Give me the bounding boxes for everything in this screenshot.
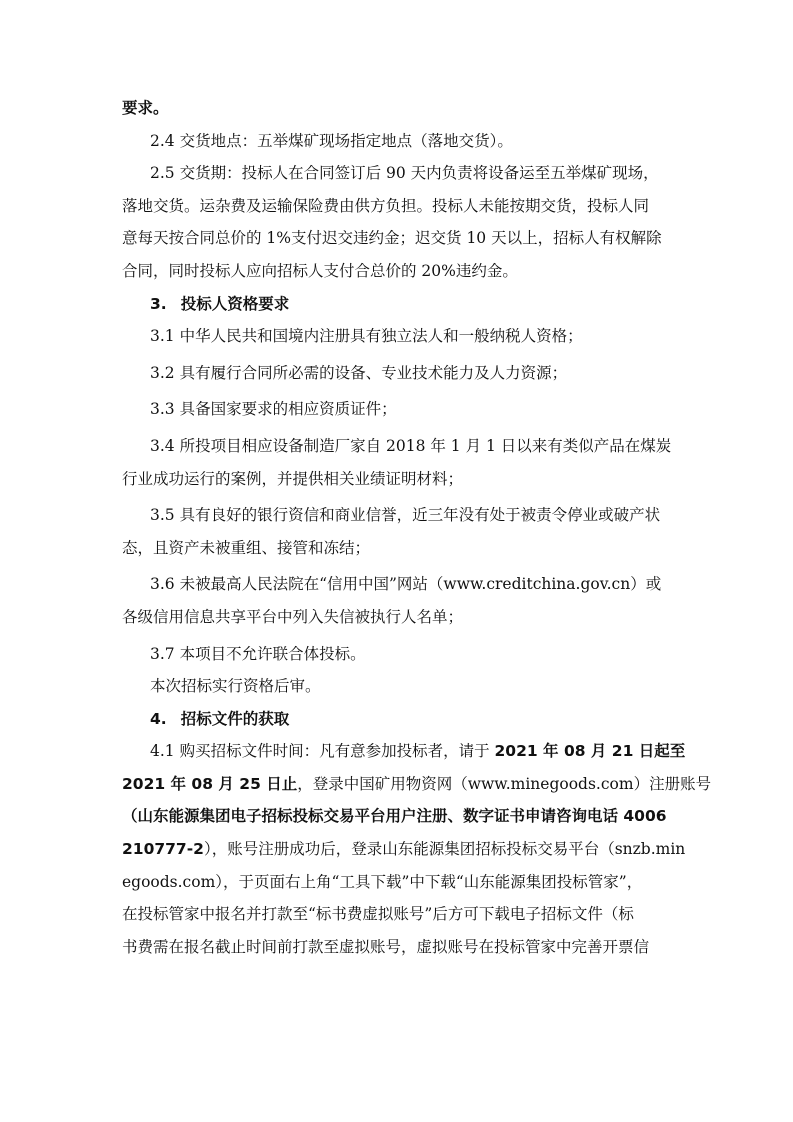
text-line: 3.6 未被最高人民法院在“信用中国”网站（www.creditchina.gov.cn）或 <box>150 575 662 594</box>
text-line: 3.4 所投项目相应设备制造厂家自 2018 年 1 月 1 日以来有类似产品在煤炭 <box>150 436 672 455</box>
bold-text-run: 210777-2 <box>122 840 204 859</box>
text-line: 2.5 交货期：投标人在合同签订后 90 天内负责将设备运至五举煤矿现场， <box>150 164 659 183</box>
section-title: 招标文件的获取 <box>180 709 290 728</box>
text-line: 行业成功运行的案例，并提供相关业绩证明材料； <box>122 469 464 488</box>
text-line: 合同，同时投标人应向招标人支付合总价的 20%违约金。 <box>122 261 518 280</box>
text-line: 3.2 具有履行合同所必需的设备、专业技术能力及人力资源； <box>150 363 568 382</box>
text-line <box>122 735 686 768</box>
text-line: （山东能源集团电子招标投标交易平台用户注册、数字证书申请咨询电话 4006 <box>122 807 667 826</box>
text-line: 各级信用信息共享平台中列入失信被执行人名单； <box>122 607 464 626</box>
section-heading <box>122 288 682 321</box>
section-title: 投标人资格要求 <box>180 294 290 313</box>
text-line: 3.1 中华人民共和国境内注册具有独立法人和一般纳税人资格； <box>150 327 583 346</box>
text-line <box>122 768 712 801</box>
text-run: ），账号注册成功后，登录山东能源集团招标投标交易平台（snzb.min <box>203 840 686 859</box>
text-line: egoods.com），于页面右上角“工具下载”中下载“山东能源集团投标管家”， <box>122 872 643 891</box>
text-line <box>122 833 686 866</box>
text-line: 本次招标实行资格后审。 <box>150 677 321 696</box>
section-number: 4. <box>150 709 167 728</box>
text-line: 落地交货。运杂费及运输保险费由供方负担。投标人未能按期交货，投标人同 <box>122 196 650 215</box>
text-line: 要求。 <box>122 99 169 117</box>
text-line: 在投标管家中报名并打款至“标书费虚拟账号”后方可下载电子招标文件（标 <box>122 905 634 924</box>
document-page <box>122 92 712 963</box>
bold-text-run: 2021 年 08 月 25 日止 <box>122 774 298 793</box>
text-line: 意每天按合同总价的 1%支付迟交违约金；迟交货 10 天以上，招标人有权解除 <box>122 229 662 248</box>
section-heading <box>122 703 682 736</box>
section-number: 3. <box>150 294 167 313</box>
text-line: 3.7 本项目不允许联合体投标。 <box>150 644 366 663</box>
bold-text-run: 2021 年 08 月 21 日起至 <box>494 742 686 761</box>
text-line: 态，且资产未被重组、接管和冻结； <box>122 538 371 557</box>
text-run: ，登录中国矿用物资网（www.minegoods.com）注册账号 <box>297 774 712 793</box>
text-line: 书费需在报名截止时间前打款至虚拟账号，虚拟账号在投标管家中完善开票信 <box>122 937 650 956</box>
text-line: 2.4 交货地点：五举煤矿现场指定地点（落地交货）。 <box>150 131 513 150</box>
text-run: 4.1 购买招标文件时间：凡有意参加投标者，请于 <box>150 742 495 761</box>
text-line: 3.5 具有良好的银行资信和商业信誉，近三年没有处于被责令停业或破产状 <box>150 506 661 525</box>
text-line: 3.3 具备国家要求的相应资质证件； <box>150 400 397 419</box>
